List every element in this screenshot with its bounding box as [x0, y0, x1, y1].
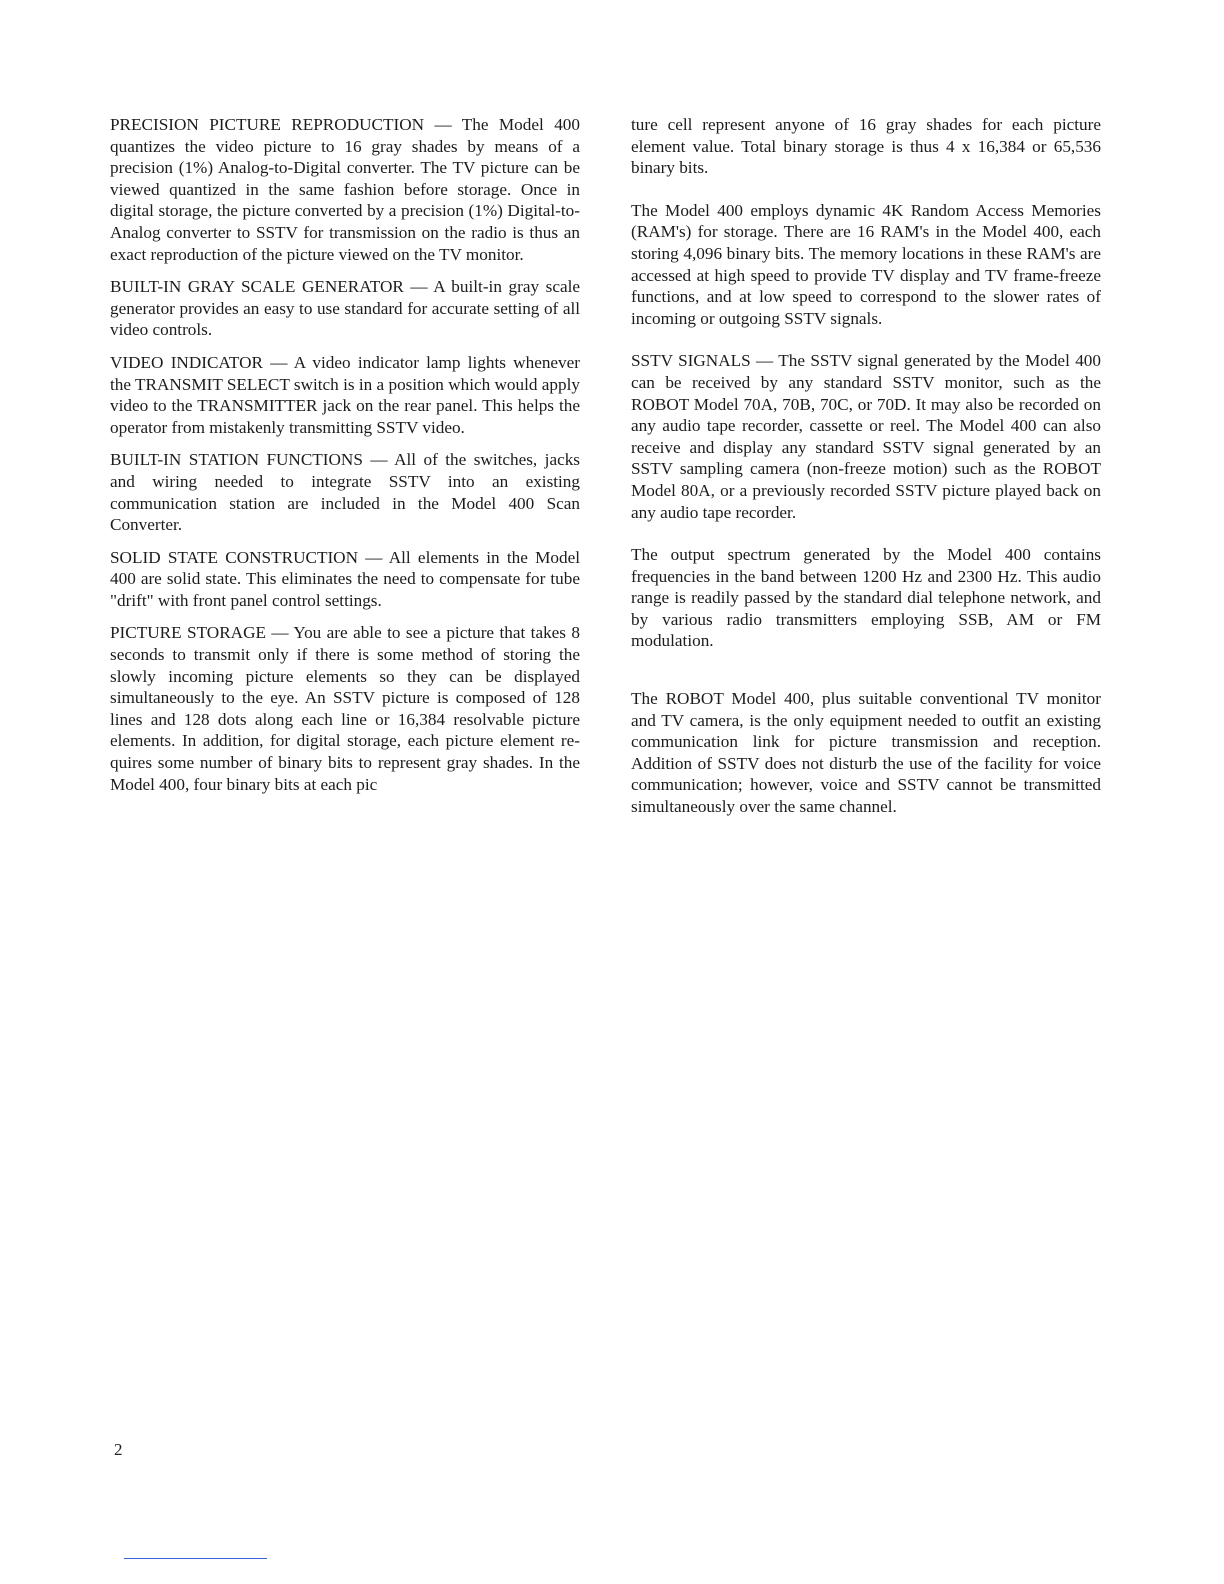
- page-number: 2: [114, 1440, 123, 1459]
- paragraph-sstv-signals: SSTV SIGNALS — The SSTV signal generated by the Model 400 can be received by any standard SSTV monitor, such as the ROBOT Model 70A, 70B, 70C, or 70D. It may also be recorded on any audio tape recorder, cassette or reel. The Model 400 can also receive and display any standard SSTV signal generated by an SSTV sampling camera (non-freeze motion) such as the ROBOT Model 80A, or a previously recorded SSTV picture played back on any audio tape recorder.: [631, 351, 1101, 522]
- paragraph-output-spectrum: The output spectrum generated by the Model 400 contains frequencies in the band between 1200 Hz and 2300 Hz. This audio range is readily passed by the standard dial telephone network, and by various radio transmitters employing SSB, AM or FM modulation.: [631, 545, 1101, 651]
- paragraph-gray-scale-generator: BUILT-IN GRAY SCALE GENERATOR — A built-in gray scale generator provides an easy to use standard for accurate setting of all video controls.: [110, 277, 580, 340]
- paragraph-robot-model-400-summary: The ROBOT Model 400, plus suitable conventional TV monitor and TV camera, is the only equipment needed to outfit an existing communication link for picture transmission and reception. Addition of SSTV does not disturb the use of the facility for voice communication; however, voice and SSTV cannot be transmitted simultaneously over the same channel.: [631, 689, 1101, 817]
- paragraph-picture-storage-continued: ture cell represent anyone of 16 gray shades for each picture element value. Total binary storage is thus 4 x 16,384 or 65,536 binary bits.: [631, 115, 1101, 178]
- paragraph-solid-state-construction: SOLID STATE CONSTRUCTION — All elements in the Model 400 are solid state. This eliminates the need to compensate for tube "drift" with front panel control settings.: [110, 547, 580, 610]
- paragraph-random-access-memories: The Model 400 employs dynamic 4K Random Access Memories (RAM's) for storage. There are 16 RAM's in the Model 400, each storing 4,096 binary bits. The memory locations in these RAM's are accessed at high speed to provide TV display and TV frame-freeze functions, and at low speed to correspond to the slower rates of incoming or outgoing SSTV signals.: [631, 200, 1101, 328]
- left-column: [110, 114, 580, 806]
- paragraph-picture-storage: PICTURE STORAGE — You are able to see a picture that takes 8 seconds to transmit only if there is some method of storing the slowly incoming picture elements so they can be displayed simultaneously to the eye. An SSTV picture is composed of 128 lines and 128 dots along each line or 16,384 resolvable picture elements. In addition, for digital storage, each picture element requires some number of binary bits to represent gray shades. In the Model 400, four binary bits at each pic: [110, 623, 580, 794]
- bottom-divider-line: [124, 1558, 267, 1559]
- paragraph-video-indicator: VIDEO INDICATOR — A video indicator lamp lights whenever the TRANSMIT SELECT switch is in a position which would apply video to the TRANSMITTER jack on the rear panel. This helps the operator from mistakenly transmitting SSTV video.: [110, 352, 580, 437]
- right-column: [631, 114, 1101, 839]
- paragraph-station-functions: BUILT-IN STATION FUNCTIONS — All of the switches, jacks and wiring needed to integrate SSTV into an existing communication station are included in the Model 400 Scan Converter.: [110, 450, 580, 535]
- paragraph-precision-picture-reproduction: PRECISION PICTURE REPRODUCTION — The Model 400 quantizes the video picture to 16 gray shades by means of a precision (1%) Analog-to-Digital converter. The TV picture can be viewed quantized in the same fashion before storage. Once in digital storage, the picture converted by a precision (1%) Digital-to-Analog converter to SSTV for transmission on the radio is thus an exact reproduction of the picture viewed on the TV monitor.: [110, 115, 580, 264]
